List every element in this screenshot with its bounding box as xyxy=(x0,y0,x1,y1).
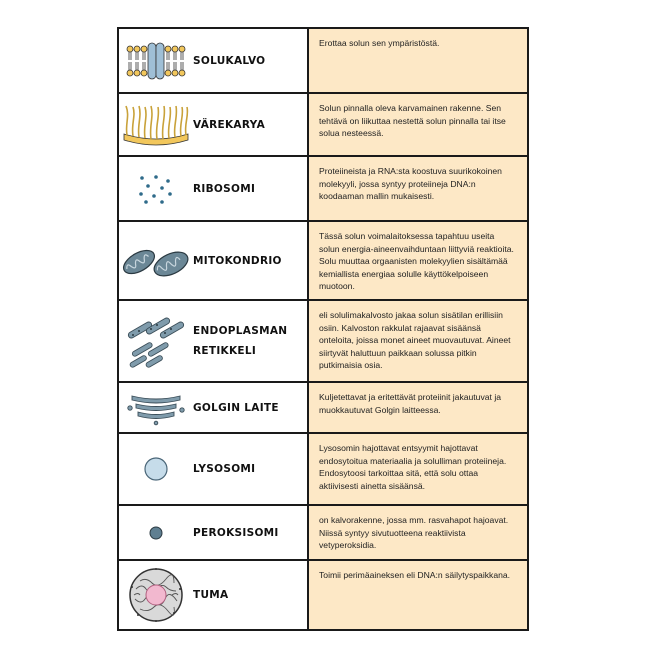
organelle-name: LYSOSOMI xyxy=(193,463,256,475)
organelle-cell xyxy=(119,383,309,432)
organelle-description: Kuljetettavat ja eritettävät proteiinit jakautuvat ja muokkautuvat Golgin laitteessa. xyxy=(309,383,527,432)
organelle-name-line1: ENDOPLASMAN xyxy=(193,325,288,337)
table-row xyxy=(119,92,527,155)
organelle-name: RIBOSOMI xyxy=(193,182,256,195)
table-row xyxy=(119,504,527,559)
organelle-cell xyxy=(119,561,309,629)
table-row xyxy=(119,559,527,629)
organelle-name: SOLUKALVO xyxy=(193,54,266,67)
table-row xyxy=(119,432,527,504)
organelle-cell xyxy=(119,506,309,559)
organelle-description: eli solulimakalvosto jakaa solun sisätilan erillisiin osiin. Kalvoston rakkulat rajaavat sisäänsä onteloita, joissa monet aineet muovautuvat. Aineet siirtyvät haluttuun paikkaan solussa pitkin putkimaisia osia. xyxy=(309,301,527,381)
cell-membrane-icon xyxy=(119,29,193,92)
cell-organelle-table xyxy=(117,27,529,631)
peroxisome-icon xyxy=(119,506,193,559)
organelle-cell xyxy=(119,434,309,504)
organelle-description: Tässä solun voimalaitoksessa tapahtuu useita solun energia-aineenvaihduntaan liittyviä reaktioita. Solu muuttaa orgaanisten molekyylien sisältämää kemiallista energiaa solulle käyttökelpoiseen muotoon. xyxy=(309,222,527,299)
organelle-description: Erottaa solun sen ympäristöstä. xyxy=(309,29,527,92)
organelle-cell xyxy=(119,94,309,155)
organelle-name: PEROKSISOMI xyxy=(193,526,279,539)
organelle-description: Lysosomin hajottavat entsyymit hajottavat endosytoitua materiaalia ja solulliman proteiineja. Endosytoosi tarkoittaa sitä, että solu ottaa aktiivisesti ainetta sisäänsä. xyxy=(309,434,527,504)
organelle-name: MITOKONDRIO xyxy=(193,254,282,267)
golgi-apparatus-icon xyxy=(119,383,193,432)
nucleus-icon xyxy=(119,561,193,629)
table-row xyxy=(119,299,527,381)
organelle-cell xyxy=(119,157,309,220)
organelle-cell xyxy=(119,222,309,299)
organelle-description: Proteiineista ja RNA:sta koostuva suurikokoinen molekyyli, jossa syntyy proteiineja DNA:n koodaaman mallin mukaisesti. xyxy=(309,157,527,220)
organelle-description: Solun pinnalla oleva karvamainen rakenne. Sen tehtävä on liikuttaa nestettä solun pinnalla tai itse solua nesteessä. xyxy=(309,94,527,155)
table-row xyxy=(119,381,527,432)
organelle-name: GOLGIN LAITE xyxy=(193,401,279,414)
organelle-name xyxy=(193,321,287,361)
cilia-icon xyxy=(119,94,193,155)
table-row xyxy=(119,155,527,220)
ribosome-icon xyxy=(119,157,193,220)
organelle-name-line2: RETIKKELI xyxy=(193,345,257,357)
endoplasmic-reticulum-icon xyxy=(119,301,193,381)
table-row xyxy=(119,220,527,299)
table-row xyxy=(119,29,527,92)
lysosome-icon xyxy=(119,434,193,504)
organelle-name: VÄREKARYA xyxy=(193,118,265,131)
organelle-description: Toimii perimäaineksen eli DNA:n säilytyspaikkana. xyxy=(309,561,527,629)
organelle-cell xyxy=(119,29,309,92)
mitochondria-icon xyxy=(119,222,193,299)
organelle-description: on kalvorakenne, jossa mm. rasvahapot hajoavat. Niissä syntyy sivutuotteena reaktiivista vetyperoksidia. xyxy=(309,506,527,559)
organelle-cell xyxy=(119,301,309,381)
organelle-name: TUMA xyxy=(193,589,229,601)
